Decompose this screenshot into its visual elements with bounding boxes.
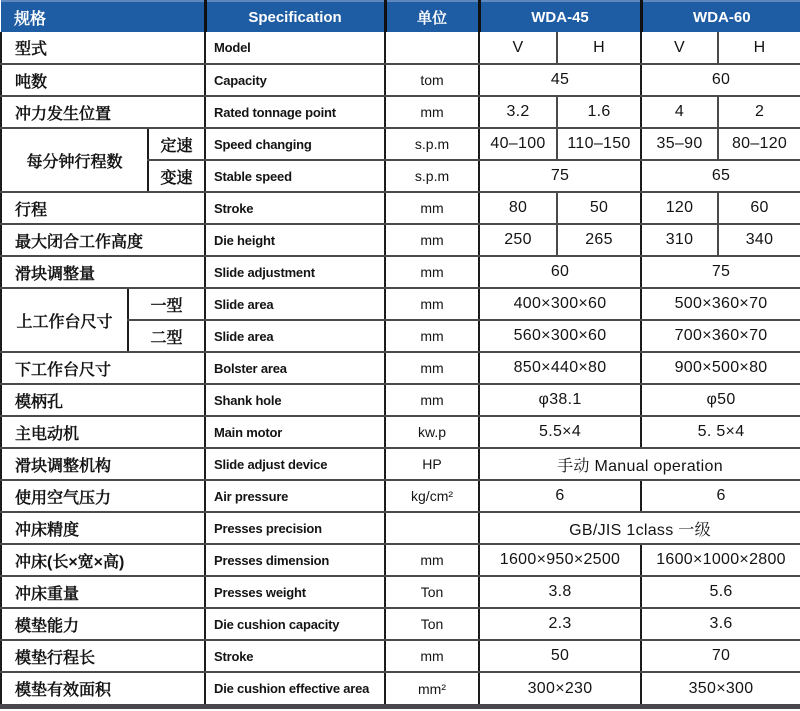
en-label-cell: Slide area: [205, 288, 385, 320]
value-cell: 250: [479, 224, 557, 256]
unit-cell: mm²: [385, 672, 479, 704]
value-cell: 75: [479, 160, 641, 192]
en-label-cell: Rated tonnage point: [205, 96, 385, 128]
row-shank-hole: [1, 384, 800, 416]
cn-label-cell: 滑块调整量: [1, 256, 205, 288]
en-label-cell: Stroke: [205, 192, 385, 224]
cn-label-cell: 吨数: [1, 64, 205, 96]
en-label-cell: Die cushion effective area: [205, 672, 385, 704]
value-cell: 3.8: [479, 576, 641, 608]
value-cell: φ50: [641, 384, 800, 416]
header-model-wda45: WDA-45: [479, 1, 641, 32]
value-cell: 45: [479, 64, 641, 96]
sub-label-cell: 二型: [128, 320, 205, 352]
cn-label-cell: 型式: [1, 32, 205, 64]
unit-cell: mm: [385, 224, 479, 256]
cn-label-cell: 主电动机: [1, 416, 205, 448]
unit-cell: mm: [385, 384, 479, 416]
value-cell: 5.6: [641, 576, 800, 608]
value-cell: H: [557, 32, 641, 64]
row-speed-changing: [1, 128, 800, 160]
value-cell: 手动 Manual operation: [479, 448, 800, 480]
bottom-bar: [0, 704, 800, 709]
value-cell: 110–150: [557, 128, 641, 160]
value-cell: 340: [718, 224, 800, 256]
row-capacity: [1, 64, 800, 96]
unit-cell: s.p.m: [385, 160, 479, 192]
value-cell: 5. 5×4: [641, 416, 800, 448]
unit-cell: mm: [385, 352, 479, 384]
cn-label-cell: 下工作台尺寸: [1, 352, 205, 384]
row-stroke: [1, 192, 800, 224]
cn-label-cell: 冲力发生位置: [1, 96, 205, 128]
cn-label-cell: 每分钟行程数: [1, 128, 148, 192]
header-unit: 单位: [385, 1, 479, 32]
en-label-cell: Slide area: [205, 320, 385, 352]
value-cell: 2.3: [479, 608, 641, 640]
value-cell: GB/JIS 1class 一级: [479, 512, 800, 544]
value-cell: H: [718, 32, 800, 64]
value-cell: 5.5×4: [479, 416, 641, 448]
en-label-cell: Stable speed: [205, 160, 385, 192]
en-label-cell: Presses dimension: [205, 544, 385, 576]
row-main-motor: [1, 416, 800, 448]
value-cell: 560×300×60: [479, 320, 641, 352]
cn-label-cell: 冲床精度: [1, 512, 205, 544]
row-die-cushion-area: [1, 672, 800, 704]
value-cell: 700×360×70: [641, 320, 800, 352]
value-cell: 1600×950×2500: [479, 544, 641, 576]
unit-cell: kg/cm²: [385, 480, 479, 512]
unit-cell: tom: [385, 64, 479, 96]
unit-cell: Ton: [385, 576, 479, 608]
en-label-cell: Slide adjustment: [205, 256, 385, 288]
en-label-cell: Stroke: [205, 640, 385, 672]
en-label-cell: Air pressure: [205, 480, 385, 512]
en-label-cell: Die height: [205, 224, 385, 256]
en-label-cell: Shank hole: [205, 384, 385, 416]
value-cell: 50: [479, 640, 641, 672]
row-slide-adjust-device: [1, 448, 800, 480]
value-cell: 500×360×70: [641, 288, 800, 320]
header-row: [1, 1, 800, 32]
value-cell: 850×440×80: [479, 352, 641, 384]
value-cell: 80–120: [718, 128, 800, 160]
value-cell: 3.2: [479, 96, 557, 128]
en-label-cell: Presses weight: [205, 576, 385, 608]
unit-cell: mm: [385, 640, 479, 672]
unit-cell: Ton: [385, 608, 479, 640]
unit-cell: mm: [385, 192, 479, 224]
en-label-cell: Die cushion capacity: [205, 608, 385, 640]
value-cell: 40–100: [479, 128, 557, 160]
value-cell: 6: [479, 480, 641, 512]
cn-label-cell: 冲床(长×宽×高): [1, 544, 205, 576]
en-label-cell: Bolster area: [205, 352, 385, 384]
row-slide-adjustment: [1, 256, 800, 288]
en-label-cell: Slide adjust device: [205, 448, 385, 480]
sub-label-cell: 定速: [148, 128, 205, 160]
unit-cell: [385, 512, 479, 544]
row-die-cushion-capacity: [1, 608, 800, 640]
value-cell: V: [641, 32, 718, 64]
value-cell: 400×300×60: [479, 288, 641, 320]
value-cell: 50: [557, 192, 641, 224]
header-spec-cn: 规格: [1, 1, 205, 32]
row-die-cushion-stroke: [1, 640, 800, 672]
unit-cell: HP: [385, 448, 479, 480]
header-spec-en: Specification: [205, 1, 385, 32]
value-cell: 60: [479, 256, 641, 288]
row-die-height: [1, 224, 800, 256]
cn-label-cell: 模垫能力: [1, 608, 205, 640]
unit-cell: s.p.m: [385, 128, 479, 160]
row-air-pressure: [1, 480, 800, 512]
en-label-cell: Main motor: [205, 416, 385, 448]
unit-cell: kw.p: [385, 416, 479, 448]
row-presses-dimension: [1, 544, 800, 576]
value-cell: φ38.1: [479, 384, 641, 416]
value-cell: 75: [641, 256, 800, 288]
row-presses-precision: [1, 512, 800, 544]
cn-label-cell: 最大闭合工作高度: [1, 224, 205, 256]
cn-label-cell: 上工作台尺寸: [1, 288, 128, 352]
cn-label-cell: 冲床重量: [1, 576, 205, 608]
value-cell: 1600×1000×2800: [641, 544, 800, 576]
unit-cell: mm: [385, 256, 479, 288]
cn-label-cell: 模柄孔: [1, 384, 205, 416]
en-label-cell: Speed changing: [205, 128, 385, 160]
unit-cell: mm: [385, 288, 479, 320]
value-cell: 265: [557, 224, 641, 256]
value-cell: 60: [718, 192, 800, 224]
value-cell: V: [479, 32, 557, 64]
header-model-wda60: WDA-60: [641, 1, 800, 32]
row-bolster-area: [1, 352, 800, 384]
value-cell: 120: [641, 192, 718, 224]
value-cell: 350×300: [641, 672, 800, 704]
value-cell: 300×230: [479, 672, 641, 704]
en-label-cell: Model: [205, 32, 385, 64]
row-rated-tonnage-point: [1, 96, 800, 128]
en-label-cell: Capacity: [205, 64, 385, 96]
unit-cell: mm: [385, 544, 479, 576]
cn-label-cell: 模垫行程长: [1, 640, 205, 672]
row-presses-weight: [1, 576, 800, 608]
cn-label-cell: 行程: [1, 192, 205, 224]
sub-label-cell: 一型: [128, 288, 205, 320]
value-cell: 70: [641, 640, 800, 672]
cn-label-cell: 滑块调整机构: [1, 448, 205, 480]
cn-label-cell: 模垫有效面积: [1, 672, 205, 704]
value-cell: 310: [641, 224, 718, 256]
value-cell: 35–90: [641, 128, 718, 160]
unit-cell: mm: [385, 96, 479, 128]
row-slide-area-1: [1, 288, 800, 320]
value-cell: 60: [641, 64, 800, 96]
value-cell: 4: [641, 96, 718, 128]
value-cell: 2: [718, 96, 800, 128]
row-model: [1, 32, 800, 64]
value-cell: 6: [641, 480, 800, 512]
value-cell: 80: [479, 192, 557, 224]
cn-label-cell: 使用空气压力: [1, 480, 205, 512]
sub-label-cell: 变速: [148, 160, 205, 192]
value-cell: 1.6: [557, 96, 641, 128]
en-label-cell: Presses precision: [205, 512, 385, 544]
value-cell: 3.6: [641, 608, 800, 640]
value-cell: 65: [641, 160, 800, 192]
value-cell: 900×500×80: [641, 352, 800, 384]
unit-cell: mm: [385, 320, 479, 352]
unit-cell: [385, 32, 479, 64]
